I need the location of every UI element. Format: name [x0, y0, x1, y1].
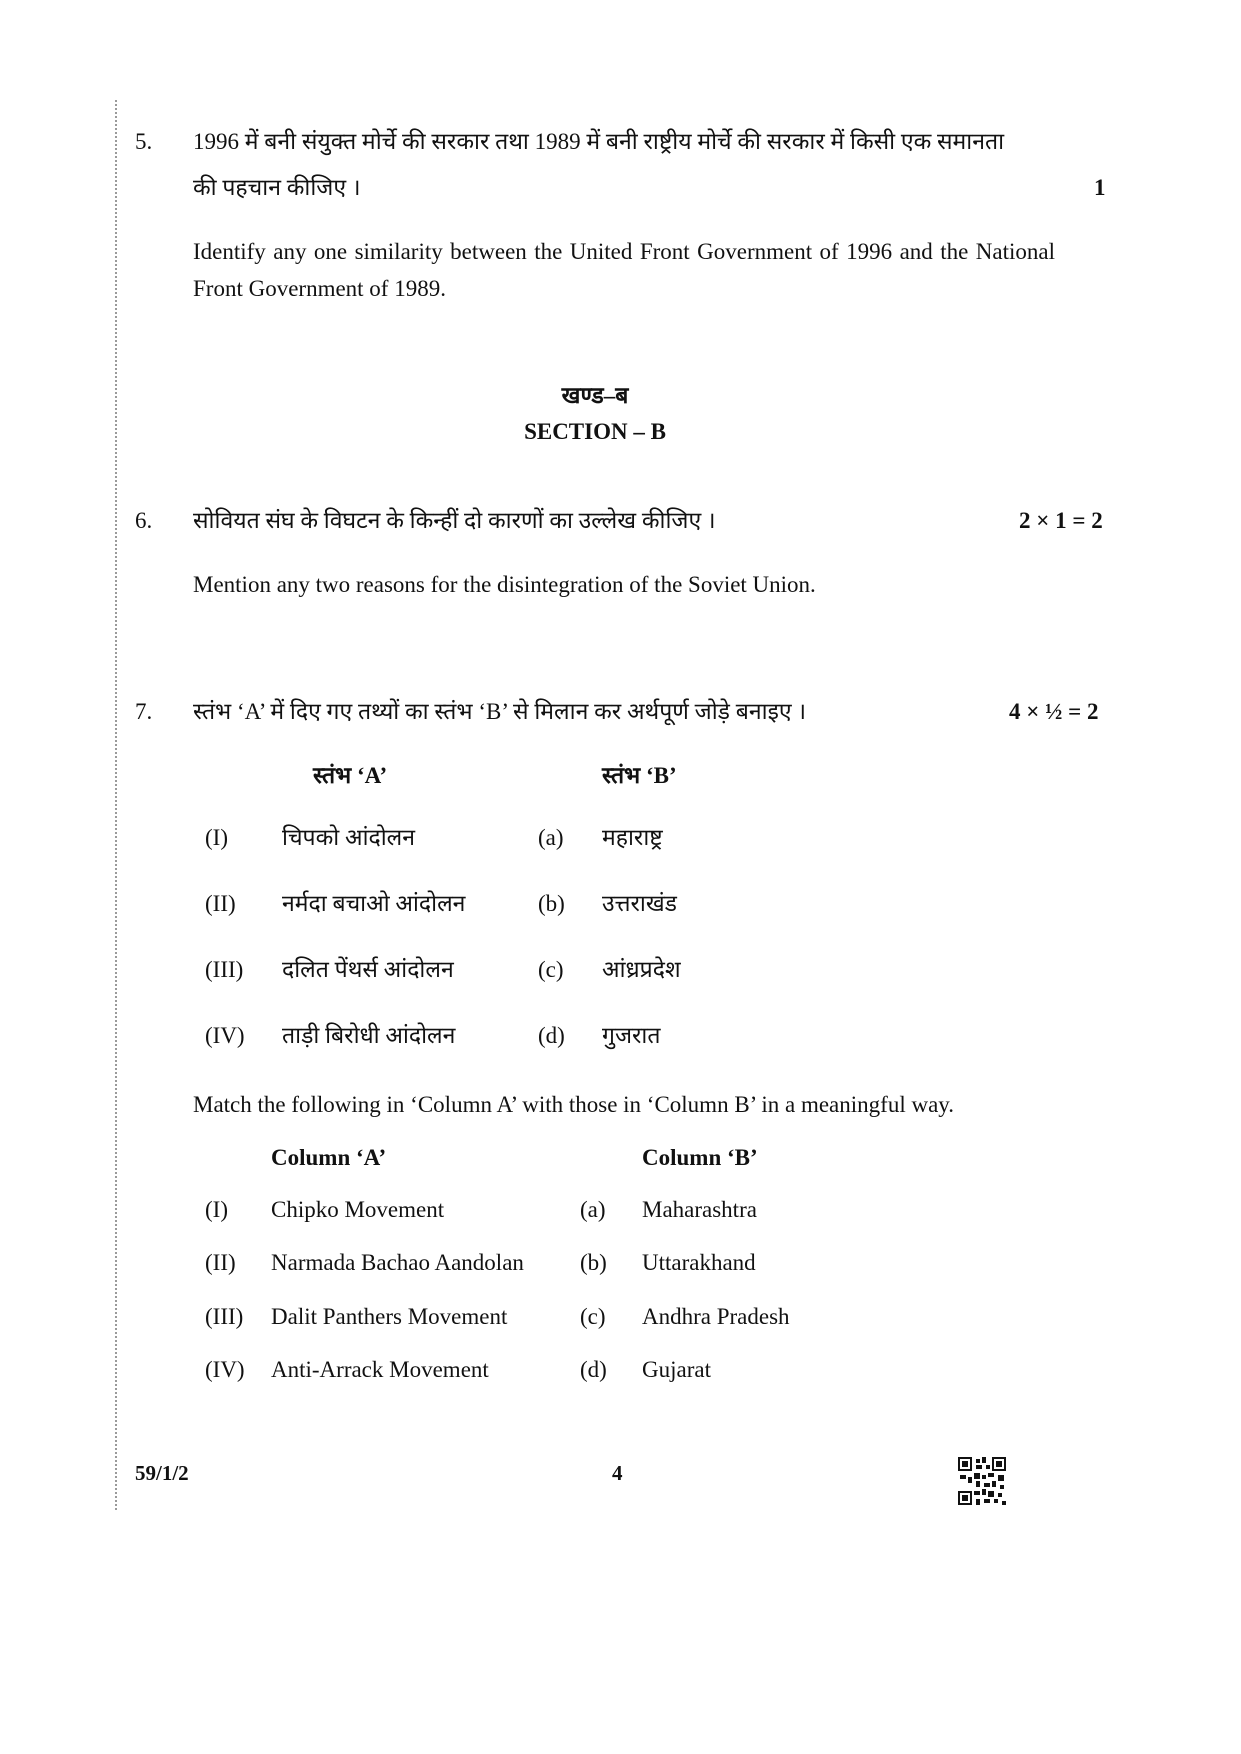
- row-letter: (a): [538, 825, 564, 850]
- row-numeral: (I): [205, 825, 228, 850]
- q5-number: 5.: [135, 129, 153, 154]
- column-a-item: चिपको आंदोलन: [282, 825, 416, 850]
- row-numeral: (III): [205, 957, 244, 982]
- english-col-b-header: Column ‘B’: [642, 1145, 758, 1170]
- row-numeral: (I): [205, 1197, 228, 1222]
- hindi-col-b-header: स्तंभ ‘B’: [602, 763, 677, 788]
- q6-number: 6.: [135, 508, 153, 533]
- column-b-item: उत्तराखंड: [602, 891, 677, 916]
- row-numeral: (III): [205, 1304, 244, 1329]
- q7-hindi: स्तंभ ‘A’ में दिए गए तथ्यों का स्तंभ ‘B’ से मिलान कर अर्थपूर्ण जोड़े बनाइए ।: [193, 699, 807, 724]
- paper-code: 59/1/2: [135, 1461, 189, 1485]
- row-letter: (c): [580, 1304, 606, 1329]
- column-a-item: Dalit Panthers Movement: [271, 1304, 508, 1329]
- section-title-english: SECTION – B: [524, 419, 666, 444]
- row-numeral: (II): [205, 891, 236, 916]
- column-b-item: Andhra Pradesh: [642, 1304, 790, 1329]
- column-b-item: Maharashtra: [642, 1197, 757, 1222]
- q5-english: Identify any one similarity between the United Front Government of 1996 and the National Front Government of 1989.: [193, 239, 1055, 301]
- row-numeral: (IV): [205, 1357, 245, 1382]
- q5-hindi-line2: की पहचान कीजिए ।: [193, 175, 361, 200]
- qr-code-icon: [958, 1457, 1006, 1505]
- column-a-item: Chipko Movement: [271, 1197, 445, 1222]
- row-letter: (c): [538, 957, 564, 982]
- page-number: 4: [612, 1461, 623, 1485]
- q6-english: Mention any two reasons for the disintegration of the Soviet Union.: [193, 572, 816, 597]
- column-b-item: Uttarakhand: [642, 1250, 756, 1275]
- column-b-item: Gujarat: [642, 1357, 711, 1382]
- row-letter: (b): [580, 1250, 607, 1275]
- column-a-item: नर्मदा बचाओ आंदोलन: [282, 891, 466, 916]
- q6-hindi: सोवियत संघ के विघटन के किन्हीं दो कारणों का उल्लेख कीजिए ।: [193, 508, 716, 533]
- row-letter: (b): [538, 891, 565, 916]
- row-letter: (d): [538, 1023, 565, 1048]
- english-col-a-header: Column ‘A’: [271, 1145, 387, 1170]
- column-a-item: ताड़ी बिरोधी आंदोलन: [282, 1023, 456, 1048]
- section-title-hindi: खण्ड–ब: [561, 383, 629, 408]
- q5-hindi-line1: 1996 में बनी संयुक्त मोर्चे की सरकार तथा 1989 में बनी राष्ट्रीय मोर्चे की सरकार में किसी एक समानता: [193, 129, 1005, 154]
- column-b-item: महाराष्ट्र: [602, 825, 663, 850]
- q7-number: 7.: [135, 699, 153, 724]
- row-letter: (a): [580, 1197, 606, 1222]
- column-a-item: Narmada Bachao Aandolan: [271, 1250, 524, 1275]
- column-a-item: दलित पेंथर्स आंदोलन: [282, 957, 454, 982]
- row-numeral: (IV): [205, 1023, 245, 1048]
- q7-marks: 4 × ½ = 2: [1009, 699, 1099, 724]
- column-a-item: Anti-Arrack Movement: [271, 1357, 489, 1382]
- column-b-item: गुजरात: [602, 1023, 661, 1048]
- q7-english-instruction: Match the following in ‘Column A’ with those in ‘Column B’ in a meaningful way.: [193, 1092, 955, 1117]
- row-numeral: (II): [205, 1250, 236, 1275]
- hindi-col-a-header: स्तंभ ‘A’: [313, 763, 388, 788]
- row-letter: (d): [580, 1357, 607, 1382]
- column-b-item: आंध्रप्रदेश: [602, 957, 681, 982]
- margin-dotted-line: [115, 100, 117, 1510]
- q6-marks: 2 × 1 = 2: [1019, 508, 1103, 533]
- q5-marks: 1: [1094, 175, 1106, 200]
